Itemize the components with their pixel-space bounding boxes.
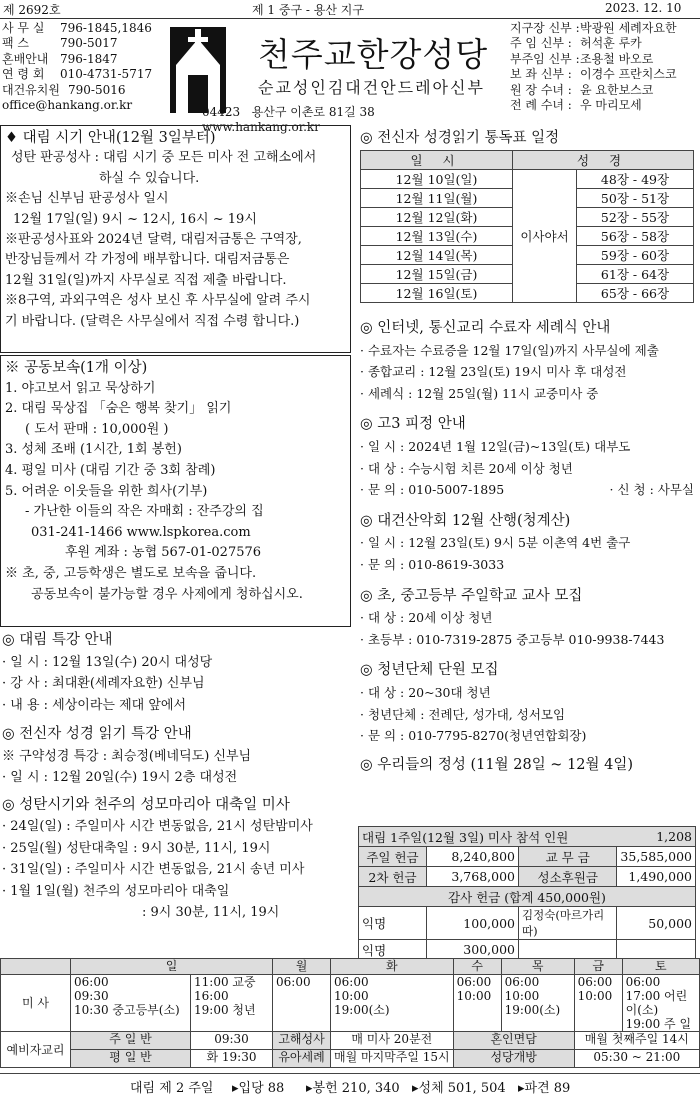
common-line: 031-241-1466 www.lspkorea.com [31,524,251,540]
day-header: 화 [331,959,454,975]
christmas-line: · 24일(일) : 주일미사 시간 변동없음, 21시 성탄밤미사 [2,819,313,834]
thanks-label: 감사 헌금 (합계 450,000원) [359,887,696,907]
teacher-line: · 초등부 : 010-7319-2875 중고등부 010-9938-7443 [360,631,665,647]
thanks-name [519,940,617,960]
staff-role: 원 장 수녀 : [510,82,572,97]
contact-label: 연 령 회 [2,67,45,82]
staff-role: 지구장 신부 : [510,21,580,35]
reading-chapters: 48장 - 49장 [577,170,694,189]
day-header: 일 [71,959,273,975]
hiking-title: ◎ 대건산악회 12월 산행(청계산) [360,512,571,529]
left-lower-sections [2,630,352,924]
offering-value: 35,585,000 [617,847,696,867]
contact-value: 796-1847 [60,51,118,66]
common-line: 후원 계좌 : 농협 567-01-027576 [65,545,262,561]
staff-name: 이경수 프란치스코 [580,67,677,82]
staff-role: 전 례 수녀 : [510,98,572,113]
church-title: 천주교한강성당 [258,35,489,74]
contact-value: 790-5017 [60,36,118,51]
confession-time: 매 미사 20분전 [331,1032,454,1050]
staff-name: 윤 요한보스코 [580,82,654,97]
contact-label: 사 무 실 [2,21,45,35]
thanks-amount [617,940,696,960]
issue-date: 2023. 12. 10 [605,1,682,15]
advent-line: 12월 17일(일) 9시 ~ 12시, 16시 ~ 19시 [13,211,257,227]
offering-label: 2차 헌금 [359,867,427,887]
staff-name: 우 마리모세 [580,98,642,113]
staff-name: 허석훈 루카 [580,36,642,51]
reading-chapters: 65장 - 66장 [577,284,694,303]
christmas-line: · 1월 1일(월) 천주의 성모마리아 대축일 [2,883,230,899]
hymn-bar [0,1073,700,1094]
teacher-title: ◎ 초, 중고등부 주일학교 교사 모집 [360,587,583,604]
common-penance-box [0,355,351,627]
thanks-name: 김정숙(마르가리따) [519,907,617,940]
contact-email[interactable]: office@hankang.or.kr [2,98,133,113]
bible-lecture-line: ※ 구약성경 특강 : 최승정(베네딕도) 신부님 [2,748,252,764]
staff-name: 조용철 바오로 [580,51,654,66]
attendance-value: 1,208 [617,827,696,847]
advent-line: 반장님들께서 각 가정에 배부합니다. 대림저금통은 [5,252,290,268]
retreat-line: · 신 청 : 사무실 [609,482,694,498]
advent-notice-box [0,125,351,353]
reading-chapters: 61장 - 64장 [577,265,694,284]
reading-book: 이사야서 [513,170,577,303]
offering-value: 8,240,800 [427,847,519,867]
hymn-entrance: ▸입당 88 [232,1081,285,1094]
reading-date: 12월 14일(목) [361,246,513,265]
baptism-line: · 수료자는 수료증을 12월 17일(일)까지 사무실에 제출 [360,342,659,358]
offering-table [358,826,696,960]
thanks-name: 익명 [359,940,427,960]
top-bar [0,0,700,18]
reading-table [360,150,694,303]
contact-label: 팩 스 [2,36,29,51]
contact-value: 796-1845,1846 [60,21,152,35]
youth-line: · 대 상 : 20~30대 청년 [360,684,491,700]
hymn-dismissal: ▸파견 89 [518,1081,571,1094]
liturgical-week: 대림 제 2 주일 [130,1081,214,1094]
advent-line: ※판공성사표와 2024년 달력, 대림저금통은 구역장, [5,232,302,248]
offering-value: 3,768,000 [427,867,519,887]
retreat-contact-row [360,479,698,501]
hymn-communion: ▸성체 501, 504 [412,1081,506,1094]
pre-catechumen-label: 예비자교리 [1,1032,71,1068]
baptism-line: · 세례식 : 12월 25일(월) 11시 교중미사 중 [360,385,599,401]
common-line: 2. 대림 묵상집 「숨은 행복 찾기」 읽기 [5,401,232,417]
website-link[interactable]: www.hankang.or.kr [202,120,320,134]
advent-line: 12월 31일(일)까지 사무실로 직접 제출 바랍니다. [5,272,287,288]
hiking-line: · 일 시 : 12월 23일(토) 9시 5분 이촌역 4번 출구 [360,535,631,551]
reading-date: 12월 13일(수) [361,227,513,246]
district: 제 1 중구 - 용산 지구 [252,3,364,17]
common-line: ※ 초, 중, 고등학생은 별도로 보속을 줍니다. [5,565,257,581]
christmas-line: · 31일(일) : 주일미사 시간 변동없음, 21시 송년 미사 [2,862,305,877]
staff-list [510,21,700,113]
common-line: 3. 성체 조배 (1시간, 1회 봉헌) [5,442,182,458]
bible-lecture-line: · 일 시 : 12월 20일(수) 19시 2층 대성전 [2,770,238,785]
mass-sun-1: 06:00 09:30 10:30 중고등부(소) [71,975,191,1032]
reading-title: ◎ 전신자 성경읽기 통독표 일정 [360,130,560,146]
christmas-title: ◎ 성탄시기와 천주의 성모마리아 대축일 미사 [2,796,290,813]
marriage-time: 매월 첫째주일 14시 [574,1032,699,1050]
offering-title: ◎ 우리들의 정성 (11월 28일 ~ 12월 4일) [360,756,634,773]
common-title: ※ 공동보속(1개 이상) [5,360,148,376]
advent-title: ♦ 대림 시기 안내(12월 3일부터) [5,130,216,146]
infant-baptism-label: 유아세례 [273,1050,331,1068]
bible-lecture-title: ◎ 전신자 성경 읽기 특강 안내 [2,726,192,742]
offering-label: 성소후원금 [519,867,617,887]
youth-title: ◎ 청년단체 단원 모집 [360,662,499,679]
church-logo-icon [168,25,228,115]
christmas-line: · 25일(월) 성탄대축일 : 9시 30분, 11시, 19시 [2,840,271,856]
mass-label: 미 사 [1,975,71,1032]
sunday-class-time: 09:30 [191,1032,273,1050]
reading-col-date: 일 시 [361,151,513,170]
reading-date: 12월 10일(일) [361,170,513,189]
reading-col-book: 성 경 [513,151,694,170]
thanks-amount: 100,000 [427,907,519,940]
reading-chapters: 50장 - 51장 [577,189,694,208]
day-header: 목 [501,959,574,975]
thanks-amount: 50,000 [617,907,696,940]
christmas-line: : 9시 30분, 11시, 19시 [142,905,280,920]
advent-line: 하실 수 있습니다. [99,170,200,186]
contact-label: 대건유치원 [2,82,60,97]
mass-thu: 06:00 10:00 19:00(소) [501,975,574,1032]
common-line: 5. 어려운 이웃들을 위한 희사(기부) [5,483,208,499]
advent-line: ※8구역, 과외구역은 성사 보신 후 사무실에 알려 주시 [5,293,311,309]
weekday-class-label: 평 일 반 [71,1050,191,1068]
lecture-title: ◎ 대림 특강 안내 [2,632,113,648]
teacher-line: · 대 상 : 20세 이상 청년 [360,610,493,626]
reading-chapters: 59장 - 60장 [577,246,694,265]
hymn-offertory: ▸봉헌 210, 340 [306,1081,400,1094]
day-header: 토 [622,959,699,975]
reading-date: 12월 16일(토) [361,284,513,303]
infant-baptism-time: 매월 마지막주일 15시 [331,1050,454,1068]
church-open-time: 05:30 ~ 21:00 [574,1050,699,1068]
church-subtitle: 순교성인김대건안드레아신부 [258,78,485,97]
advent-line: ※손님 신부님 판공성사 일시 [5,191,169,207]
offering-label: 교 무 금 [519,847,617,867]
retreat-line: · 문 의 : 010-5007-1895 [360,482,505,498]
issue-number: 제 2692호 [3,3,61,17]
advent-line: 성탄 판공성사 : 대림 시기 중 모든 미사 전 고해소에서 [11,150,317,166]
staff-name: 박광원 세례자요한 [580,21,677,35]
mass-sat: 06:00 17:00 어린이(소) 19:00 주 일 [622,975,699,1032]
contact-value: 790-5016 [68,82,126,97]
contact-label: 혼배안내 [2,51,49,66]
retreat-line: · 대 상 : 수능시험 치른 20세 이상 청년 [360,460,573,476]
mass-sun-2: 11:00 교중 16:00 19:00 청년 [191,975,273,1032]
advent-line: 기 바랍니다. (달력은 사무실에서 직접 수령 합니다.) [5,313,300,329]
youth-line: · 문 의 : 010-7795-8270(청년연합회장) [360,728,587,744]
baptism-title: ◎ 인터넷, 통신교리 수료자 세례식 안내 [360,320,611,336]
thanks-amount: 300,000 [427,940,519,960]
mass-tue: 06:00 10:00 19:00(소) [331,975,454,1032]
address: 용산구 이촌로 81길 38 [251,105,375,119]
mass-fri: 06:00 10:00 [574,975,622,1032]
mass-wed: 06:00 10:00 [453,975,501,1032]
hiking-line: · 문 의 : 010-8619-3033 [360,556,505,572]
common-line: 4. 평일 미사 (대림 기간 중 3회 참례) [5,462,216,478]
schedule-corner [1,959,71,975]
day-header: 금 [574,959,622,975]
reading-chapters: 52장 - 55장 [577,208,694,227]
common-line: ( 도서 판매 : 10,000원 ) [25,421,169,437]
staff-role: 주 임 신부 : [510,36,572,51]
common-line: - 가난한 이들의 작은 자매회 : 잔주강의 집 [25,504,264,520]
weekday-class-time: 화 19:30 [191,1050,273,1068]
day-header: 수 [453,959,501,975]
retreat-line: · 일 시 : 2024년 1월 12일(금)~13일(토) 대부도 [360,438,631,454]
reading-date: 12월 11일(월) [361,189,513,208]
common-line: 1. 야고보서 읽고 묵상하기 [5,380,156,396]
lecture-line: · 강 사 : 최대환(세례자요한) 신부님 [2,676,205,691]
marriage-label: 혼인면담 [453,1032,574,1050]
header [0,18,700,134]
right-sections [360,318,698,776]
staff-role: 보 좌 신부 : [510,67,572,82]
lecture-line: · 내 용 : 세상이라는 제대 앞에서 [2,697,187,713]
attendance-label: 대림 1주일(12월 3일) 미사 참석 인원 [359,827,617,847]
staff-role: 부주임 신부 : [510,51,580,66]
retreat-title: ◎ 고3 피정 안내 [360,416,466,433]
sunday-class-label: 주 일 반 [71,1032,191,1050]
contact-info [2,21,162,113]
contact-value: 010-4731-5717 [60,67,153,82]
offering-value: 1,490,000 [617,867,696,887]
thanks-name: 익명 [359,907,427,940]
common-line: 공동보속이 불가능할 경우 사제에게 청하십시오. [31,586,303,602]
reading-date: 12월 12일(화) [361,208,513,227]
offering-label: 주일 헌금 [359,847,427,867]
reading-chapters: 56장 - 58장 [577,227,694,246]
reading-date: 12월 15일(금) [361,265,513,284]
mass-schedule-table [0,958,700,1068]
mass-mon: 06:00 [273,975,331,1032]
church-open-label: 성당개방 [453,1050,574,1068]
youth-line: · 청년단체 : 전례단, 성가대, 성서모임 [360,706,566,722]
day-header: 월 [273,959,331,975]
confession-label: 고해성사 [273,1032,331,1050]
baptism-line: · 종합교리 : 12월 23일(토) 19시 미사 후 대성전 [360,364,627,380]
lecture-line: · 일 시 : 12월 13일(수) 20시 대성당 [2,654,213,670]
postcode: 04423 [202,105,241,119]
